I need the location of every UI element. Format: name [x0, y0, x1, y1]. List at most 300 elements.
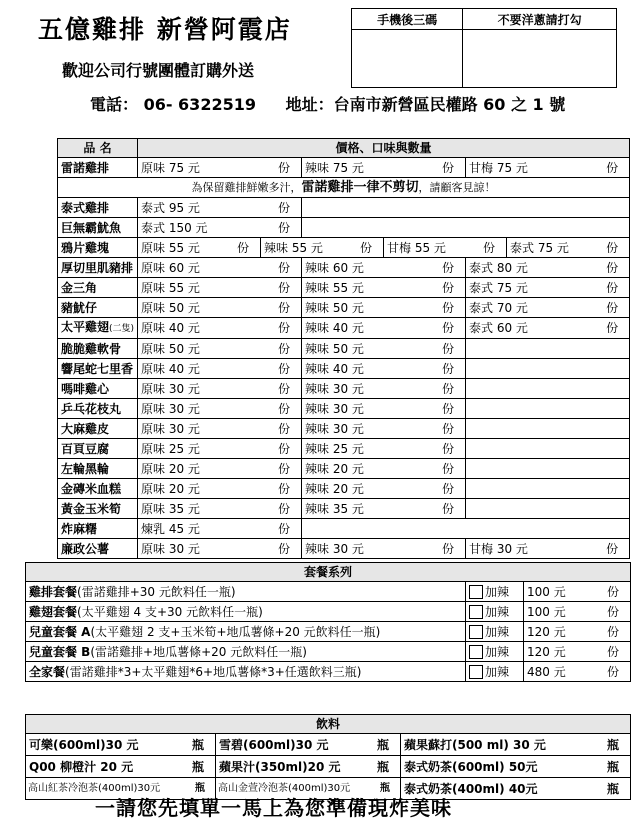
menu-price-header: 價格、口味與數量 — [138, 139, 630, 158]
menu-option-cell[interactable] — [138, 198, 302, 218]
menu-option-cell[interactable] — [138, 439, 302, 459]
menu-item-label: 厚切里肌豬排 — [61, 260, 134, 275]
combo-name-cell — [26, 662, 466, 682]
spicy-checkbox[interactable] — [469, 645, 483, 659]
menu-option-qty: 份 — [277, 501, 290, 516]
spicy-label: 加辣 — [485, 584, 510, 599]
combo-desc: (雷諾雞排+30 元飲料任一瓶) — [77, 584, 236, 599]
drinks-table — [25, 714, 631, 800]
menu-option-qty: 份 — [277, 441, 290, 456]
menu-option-price: 甘梅 30 元 — [469, 541, 528, 556]
menu-option-price: 泰式 75 元 — [510, 240, 569, 255]
menu-empty-cell — [466, 439, 630, 459]
menu-option-cell[interactable] — [466, 318, 630, 339]
menu-option-cell[interactable] — [138, 218, 302, 238]
menu-item-label: 乒乓花枝丸 — [61, 401, 122, 416]
menu-option-cell[interactable] — [138, 359, 302, 379]
menu-option-cell[interactable] — [302, 459, 466, 479]
menu-item-label: 大麻雞皮 — [61, 421, 110, 436]
menu-row — [58, 158, 630, 178]
combo-desc: (雷諾雞排+地瓜薯條+20 元飲料任一瓶) — [90, 644, 307, 659]
drink-cell[interactable] — [26, 756, 216, 778]
drink-unit: 瓶 — [376, 759, 389, 774]
menu-empty-cell — [466, 419, 630, 439]
combo-name: 全家餐 — [29, 664, 66, 679]
menu-option-qty: 份 — [277, 321, 290, 335]
menu-option-qty: 份 — [277, 541, 290, 556]
drink-name: 蘋果蘇打(500 ml) 30 元 — [404, 737, 546, 752]
drink-unit: 瓶 — [195, 782, 205, 794]
menu-option-qty: 份 — [441, 260, 454, 275]
drink-name: 可樂(600ml)30 元 — [29, 737, 139, 752]
menu-header-row — [58, 139, 630, 158]
menu-item-label: 金磚米血糕 — [61, 481, 122, 496]
drink-cell[interactable] — [26, 734, 216, 756]
menu-empty-cell — [302, 218, 630, 238]
menu-item-label: 金三角 — [61, 280, 98, 295]
spicy-label: 加辣 — [485, 664, 510, 679]
menu-item-label: 廉政公薯 — [61, 541, 110, 556]
menu-row — [58, 519, 630, 539]
menu-option-cell[interactable] — [302, 419, 466, 439]
menu-item-name — [58, 419, 138, 439]
menu-option-cell[interactable] — [138, 459, 302, 479]
drink-name: 泰式奶茶(600ml) 50元 — [404, 759, 538, 774]
menu-option-qty: 份 — [277, 481, 290, 496]
drinks-row — [26, 756, 631, 778]
menu-option-price: 泰式 60 元 — [469, 321, 528, 335]
menu-option-price: 原味 30 元 — [141, 421, 200, 436]
spicy-label: 加辣 — [485, 604, 510, 619]
menu-option-qty: 份 — [441, 461, 454, 476]
menu-option-cell[interactable] — [138, 298, 302, 318]
drinks-section-header: 飲料 — [26, 715, 631, 734]
drinks-row — [26, 734, 631, 756]
menu-option-price: 辣味 75 元 — [305, 160, 364, 175]
combo-price: 120 元 — [527, 624, 566, 639]
menu-item-name — [58, 198, 138, 218]
menu-option-price: 原味 60 元 — [141, 260, 200, 275]
combo-qty: 份 — [607, 624, 620, 639]
menu-option-qty: 份 — [441, 401, 454, 416]
menu-option-qty: 份 — [441, 381, 454, 396]
menu-option-price: 甘梅 75 元 — [469, 160, 528, 175]
menu-item-label: 雷諾雞排 — [61, 160, 110, 175]
menu-option-price: 泰式 75 元 — [469, 280, 528, 295]
drink-cell[interactable] — [216, 734, 401, 756]
menu-option-cell[interactable] — [302, 379, 466, 399]
drink-cell[interactable] — [401, 756, 631, 778]
menu-option-price: 辣味 50 元 — [305, 300, 364, 315]
menu-option-cell[interactable] — [302, 278, 466, 298]
menu-option-cell[interactable] — [466, 539, 630, 559]
menu-item-name — [58, 379, 138, 399]
menu-option-qty: 份 — [441, 441, 454, 456]
menu-option-cell[interactable] — [466, 298, 630, 318]
menu-option-qty: 份 — [277, 341, 290, 356]
menu-option-price: 辣味 55 元 — [305, 280, 364, 295]
menu-empty-cell — [302, 198, 630, 218]
spicy-checkbox[interactable] — [469, 585, 483, 599]
menu-option-qty: 份 — [606, 160, 619, 175]
menu-option-qty: 份 — [359, 240, 372, 255]
no-onion-header: 不要洋蔥請打勾 — [463, 9, 617, 30]
menu-empty-cell — [466, 339, 630, 359]
menu-option-price: 甘梅 55 元 — [387, 240, 446, 255]
menu-option-price: 原味 40 元 — [141, 361, 200, 376]
combo-name: 雞翅套餐 — [29, 604, 78, 619]
menu-item-name — [58, 439, 138, 459]
menu-option-cell[interactable] — [138, 158, 302, 178]
store-address: 地址：台南市新營區民權路 60 之 1 號 — [285, 95, 566, 114]
menu-option-qty: 份 — [441, 321, 454, 335]
menu-item-name — [58, 539, 138, 559]
menu-option-price: 原味 25 元 — [141, 441, 200, 456]
drink-unit: 瓶 — [607, 759, 620, 774]
menu-empty-cell — [302, 519, 630, 539]
menu-item-name — [58, 399, 138, 419]
spicy-checkbox[interactable] — [469, 665, 483, 679]
combo-qty: 份 — [607, 664, 620, 679]
menu-option-price: 辣味 20 元 — [305, 481, 364, 496]
menu-option-qty: 份 — [236, 240, 249, 255]
menu-option-qty: 份 — [441, 481, 454, 496]
combo-section-row — [26, 563, 631, 582]
menu-option-cell[interactable] — [466, 158, 630, 178]
menu-option-cell[interactable] — [138, 539, 302, 559]
combo-price: 100 元 — [527, 584, 566, 599]
spicy-checkbox[interactable] — [469, 605, 483, 619]
menu-empty-cell — [466, 499, 630, 519]
combo-section-header: 套餐系列 — [26, 563, 631, 582]
combo-spicy-cell[interactable] — [466, 582, 524, 602]
combo-row — [26, 582, 631, 602]
menu-option-qty: 份 — [277, 421, 290, 436]
menu-option-cell[interactable] — [302, 539, 466, 559]
menu-empty-cell — [466, 379, 630, 399]
menu-item-name — [58, 218, 138, 238]
store-title: 五億雞排 新營阿霞店 — [38, 15, 292, 44]
menu-option-price: 原味 20 元 — [141, 481, 200, 496]
menu-item-name — [58, 359, 138, 379]
menu-option-qty: 份 — [606, 541, 619, 556]
menu-item-name — [58, 258, 138, 278]
menu-table — [57, 138, 630, 559]
menu-item-name — [58, 238, 138, 258]
menu-item-label: 黃金玉米筍 — [61, 501, 122, 516]
menu-option-cell[interactable] — [138, 519, 302, 539]
menu-row — [58, 339, 630, 359]
menu-option-cell[interactable] — [261, 238, 384, 258]
combo-name-cell — [26, 602, 466, 622]
menu-notice-row — [58, 178, 630, 198]
menu-item-name — [58, 298, 138, 318]
menu-option-qty: 份 — [277, 260, 290, 275]
menu-option-price: 原味 55 元 — [141, 280, 200, 295]
menu-option-cell[interactable] — [384, 238, 507, 258]
menu-row — [58, 479, 630, 499]
drink-unit: 瓶 — [380, 782, 390, 794]
menu-option-price: 辣味 25 元 — [305, 441, 364, 456]
combo-qty: 份 — [607, 644, 620, 659]
menu-option-cell[interactable] — [138, 318, 302, 339]
combo-row — [26, 642, 631, 662]
footer-slogan: 一請您先填單一馬上為您準備現炸美味 — [95, 796, 452, 820]
menu-row — [58, 278, 630, 298]
menu-option-cell[interactable] — [138, 258, 302, 278]
menu-option-qty: 份 — [277, 401, 290, 416]
combo-price-cell[interactable] — [524, 622, 631, 642]
menu-row — [58, 379, 630, 399]
menu-row — [58, 198, 630, 218]
drink-name: 雪碧(600ml)30 元 — [219, 737, 329, 752]
menu-option-cell[interactable] — [302, 359, 466, 379]
menu-option-qty: 份 — [441, 300, 454, 315]
menu-option-price: 泰式 80 元 — [469, 260, 528, 275]
menu-option-price: 辣味 40 元 — [305, 361, 364, 376]
combo-spicy-cell[interactable] — [466, 642, 524, 662]
drink-unit: 瓶 — [607, 737, 620, 752]
phone-last3-header: 手機後三碼 — [352, 9, 463, 30]
no-onion-field[interactable] — [463, 30, 617, 88]
phone-last3-field[interactable] — [352, 30, 463, 88]
menu-item-name — [58, 519, 138, 539]
menu-item-name — [58, 459, 138, 479]
menu-option-cell[interactable] — [507, 238, 630, 258]
menu-option-qty: 份 — [277, 280, 290, 295]
menu-empty-cell — [466, 479, 630, 499]
menu-option-qty: 份 — [441, 160, 454, 175]
menu-option-cell[interactable] — [138, 238, 261, 258]
menu-option-cell[interactable] — [302, 298, 466, 318]
menu-item-label: 豬魷仔 — [61, 300, 98, 315]
drink-cell[interactable] — [216, 756, 401, 778]
spicy-label: 加辣 — [485, 644, 510, 659]
menu-option-cell[interactable] — [302, 439, 466, 459]
combo-price-cell[interactable] — [524, 642, 631, 662]
menu-option-qty: 份 — [441, 501, 454, 516]
menu-option-price: 原味 20 元 — [141, 461, 200, 476]
notice-post: ，請顧客見諒！ — [418, 180, 496, 194]
menu-option-cell[interactable] — [138, 479, 302, 499]
drink-unit: 瓶 — [191, 737, 204, 752]
drink-name: Q00 柳橙汁 20 元 — [29, 759, 134, 774]
menu-option-price: 辣味 20 元 — [305, 461, 364, 476]
menu-item-label: 脆脆雞軟骨 — [61, 341, 122, 356]
menu-empty-cell — [466, 459, 630, 479]
menu-item-label: 鴉片雞塊 — [61, 240, 110, 255]
menu-option-price: 辣味 30 元 — [305, 381, 364, 396]
menu-option-price: 原味 50 元 — [141, 300, 200, 315]
menu-option-cell[interactable] — [138, 399, 302, 419]
menu-option-price: 辣味 60 元 — [305, 260, 364, 275]
combo-name: 兒童套餐 A — [29, 624, 91, 639]
menu-option-cell[interactable] — [302, 258, 466, 278]
menu-option-qty: 份 — [277, 200, 290, 215]
combo-spicy-cell[interactable] — [466, 622, 524, 642]
menu-option-price: 辣味 55 元 — [264, 240, 323, 255]
drink-unit: 瓶 — [376, 737, 389, 752]
menu-row — [58, 459, 630, 479]
menu-option-cell[interactable] — [466, 278, 630, 298]
combo-price-cell[interactable] — [524, 582, 631, 602]
combo-name-cell — [26, 642, 466, 662]
menu-option-price: 原味 75 元 — [141, 160, 200, 175]
menu-row — [58, 439, 630, 459]
menu-empty-cell — [466, 399, 630, 419]
menu-item-label: 百頁豆腐 — [61, 441, 110, 456]
combo-name-cell — [26, 622, 466, 642]
menu-row — [58, 399, 630, 419]
menu-option-price: 泰式 95 元 — [141, 200, 200, 215]
combo-name-cell — [26, 582, 466, 602]
menu-item-label: 巨無霸魷魚 — [61, 220, 122, 235]
menu-row — [58, 318, 630, 339]
combo-price: 120 元 — [527, 644, 566, 659]
contact-line — [90, 92, 589, 115]
menu-item-note: (二隻) — [109, 324, 135, 334]
welcome-text: 歡迎公司行號團體訂購外送 — [62, 61, 255, 80]
combo-price: 480 元 — [527, 664, 566, 679]
drink-name: 高山紅茶冷泡茶(400ml)30元 — [28, 782, 161, 794]
combo-price-cell[interactable] — [524, 602, 631, 622]
menu-item-name — [58, 339, 138, 359]
drink-unit: 瓶 — [607, 781, 620, 796]
menu-option-price: 辣味 50 元 — [305, 341, 364, 356]
menu-row — [58, 419, 630, 439]
menu-option-qty: 份 — [277, 361, 290, 376]
drink-name: 高山金萱冷泡茶(400ml)30元 — [218, 782, 351, 794]
order-info-box — [351, 8, 617, 88]
combo-price-cell[interactable] — [524, 662, 631, 682]
menu-row — [58, 499, 630, 519]
menu-item-name — [58, 318, 138, 339]
combo-price: 100 元 — [527, 604, 566, 619]
menu-option-price: 原味 50 元 — [141, 341, 200, 356]
menu-item-name — [58, 479, 138, 499]
notice-bold: 雷諾雞排一律不剪切 — [301, 179, 419, 195]
menu-item-name — [58, 499, 138, 519]
menu-option-qty: 份 — [277, 521, 290, 536]
combo-name: 雞排套餐 — [29, 584, 78, 599]
menu-option-price: 煉乳 45 元 — [141, 521, 200, 536]
menu-option-cell[interactable] — [302, 318, 466, 339]
menu-row — [58, 238, 630, 258]
combo-row — [26, 602, 631, 622]
menu-option-price: 原味 30 元 — [141, 381, 200, 396]
menu-option-price: 辣味 30 元 — [305, 541, 364, 556]
menu-option-qty: 份 — [441, 361, 454, 376]
menu-option-price: 原味 40 元 — [141, 321, 200, 335]
drink-name: 泰式奶茶(400ml) 40元 — [404, 781, 538, 796]
menu-item-label: 左輪黑輪 — [61, 461, 110, 476]
menu-option-cell[interactable] — [138, 499, 302, 519]
menu-option-price: 原味 55 元 — [141, 240, 200, 255]
menu-item-name — [58, 158, 138, 178]
drink-unit: 瓶 — [191, 759, 204, 774]
menu-option-qty: 份 — [482, 240, 495, 255]
combo-desc: (太平雞翅 2 支+玉米筍+地瓜薯條+20 元飲料任一瓶) — [90, 624, 381, 639]
drink-cell[interactable] — [401, 734, 631, 756]
menu-row — [58, 359, 630, 379]
menu-empty-cell — [466, 359, 630, 379]
combo-qty: 份 — [607, 604, 620, 619]
spicy-checkbox[interactable] — [469, 625, 483, 639]
menu-option-cell[interactable] — [138, 339, 302, 359]
menu-row — [58, 539, 630, 559]
menu-option-qty: 份 — [277, 461, 290, 476]
menu-option-qty: 份 — [606, 321, 619, 335]
menu-option-qty: 份 — [441, 280, 454, 295]
menu-option-qty: 份 — [606, 300, 619, 315]
menu-option-cell[interactable] — [138, 419, 302, 439]
phone-number: 電話： 06- 6322519 — [90, 95, 256, 114]
menu-option-qty: 份 — [277, 160, 290, 175]
combo-qty: 份 — [607, 584, 620, 599]
combo-spicy-cell[interactable] — [466, 602, 524, 622]
menu-option-qty: 份 — [606, 240, 619, 255]
notice-pre: 為保留雞排鮮嫩多汁， — [191, 180, 302, 194]
menu-row — [58, 218, 630, 238]
menu-option-cell[interactable] — [302, 158, 466, 178]
drinks-section-row — [26, 715, 631, 734]
menu-option-cell[interactable] — [302, 399, 466, 419]
menu-option-price: 泰式 70 元 — [469, 300, 528, 315]
combo-spicy-cell[interactable] — [466, 662, 524, 682]
menu-option-qty: 份 — [441, 421, 454, 436]
menu-option-qty: 份 — [277, 220, 290, 235]
menu-row — [58, 258, 630, 278]
combo-desc: (太平雞翅 4 支+30 元飲料任一瓶) — [77, 604, 263, 619]
menu-option-price: 原味 35 元 — [141, 501, 200, 516]
spicy-label: 加辣 — [485, 624, 510, 639]
menu-row — [58, 298, 630, 318]
menu-option-price: 泰式 150 元 — [141, 220, 208, 235]
menu-option-qty: 份 — [277, 381, 290, 396]
combo-table — [25, 562, 631, 682]
menu-option-price: 原味 30 元 — [141, 401, 200, 416]
menu-item-name — [58, 278, 138, 298]
combo-row — [26, 662, 631, 682]
menu-option-price: 辣味 30 元 — [305, 401, 364, 416]
combo-row — [26, 622, 631, 642]
combo-desc: (雷諾雞排*3+太平雞翅*6+地瓜薯條*3+任選飲料三瓶) — [65, 664, 362, 679]
menu-option-cell[interactable] — [302, 479, 466, 499]
menu-option-price: 原味 30 元 — [141, 541, 200, 556]
menu-option-qty: 份 — [441, 341, 454, 356]
menu-option-price: 辣味 30 元 — [305, 421, 364, 436]
drink-name: 蘋果汁(350ml)20 元 — [219, 759, 341, 774]
menu-option-price: 辣味 40 元 — [305, 321, 364, 335]
menu-notice — [58, 178, 630, 198]
menu-option-qty: 份 — [606, 260, 619, 275]
menu-option-cell[interactable] — [466, 258, 630, 278]
menu-item-label: 響尾蛇七里香 — [61, 361, 134, 376]
menu-item-label: 太平雞翅 — [61, 320, 110, 334]
menu-option-cell[interactable] — [302, 499, 466, 519]
menu-option-cell[interactable] — [138, 379, 302, 399]
menu-option-qty: 份 — [441, 541, 454, 556]
menu-item-label: 嗎啡雞心 — [61, 381, 110, 396]
menu-option-price: 辣味 35 元 — [305, 501, 364, 516]
menu-option-qty: 份 — [606, 280, 619, 295]
menu-name-header: 品 名 — [58, 139, 138, 158]
combo-name: 兒童套餐 B — [29, 644, 91, 659]
menu-item-label: 炸麻糬 — [61, 521, 98, 536]
menu-option-qty: 份 — [277, 300, 290, 315]
menu-option-cell[interactable] — [138, 278, 302, 298]
menu-option-cell[interactable] — [302, 339, 466, 359]
